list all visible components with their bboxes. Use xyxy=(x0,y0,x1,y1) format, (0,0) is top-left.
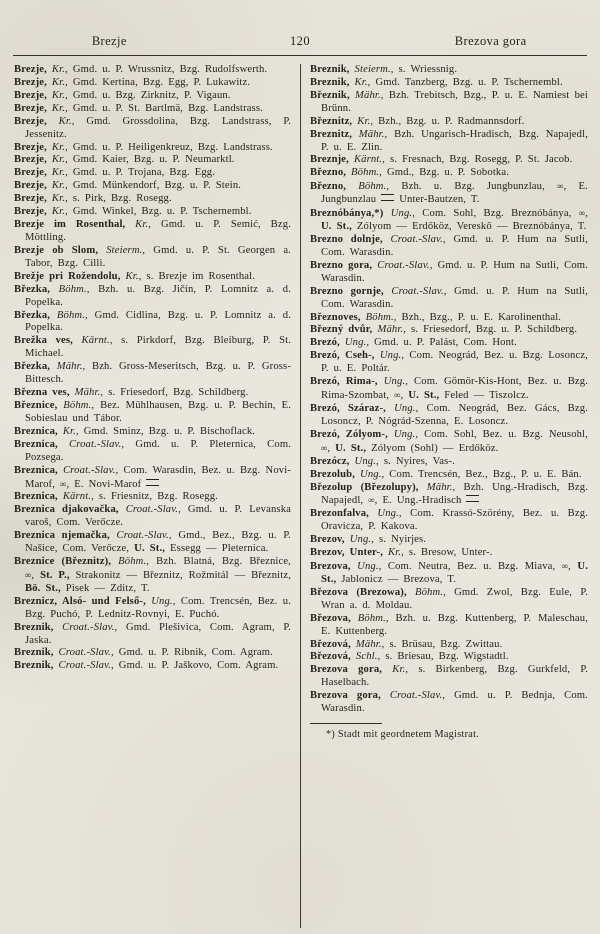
entry-region: Böhm., xyxy=(50,283,90,295)
footnote-rule xyxy=(310,723,382,724)
entry-headword: Breznicz, Alsó- und Felső-, xyxy=(14,595,146,607)
entry-region: Kärnt., xyxy=(72,335,113,347)
entry-region: Kr., xyxy=(46,193,68,205)
entry-region: Croat.-Slav., xyxy=(372,259,433,271)
gazetteer-entry xyxy=(14,64,291,77)
gazetteer-entry xyxy=(310,90,588,116)
entry-region: Mähr., xyxy=(350,638,385,650)
entry-headword: St. P., xyxy=(40,569,70,581)
entry-region: Mähr., xyxy=(372,324,407,336)
entry-headword: U. St., xyxy=(321,221,352,233)
entry-headword: Března ves, xyxy=(14,387,70,399)
entry-headword: Brezje ob Slom, xyxy=(14,244,99,256)
entry-text: Gmd. u. P. Hum na Sutli, Com. Warasdin. xyxy=(321,285,588,310)
entry-text: Gmd. Grossdolina, Bzg. Landstrass, P. Jessenitz. xyxy=(25,115,291,140)
entry-text: Gmd. u. P. Bednja, Com. Warasdin. xyxy=(321,690,588,715)
entry-region: Kr., xyxy=(46,76,68,88)
gazetteer-entry xyxy=(310,613,588,639)
gazetteer-entry xyxy=(14,310,291,336)
entry-text: Gmd. u. P. Ribnik, Com. Agram. xyxy=(113,647,273,659)
entry-headword: Březný dvůr, xyxy=(310,324,373,336)
entry-text: Gmd. u. P. Levanska varoš, Com. Verőcze. xyxy=(25,504,291,529)
entry-text: Com. Neográd, Bez. u. Bzg. Losoncz, P. u. E. Poltár. xyxy=(321,350,588,375)
entry-text: , xyxy=(31,569,41,581)
entry-text: Gmd. u. P. Hum na Sutli, Com. Warasdin. xyxy=(321,233,588,258)
entry-text: , E. Novi-Marof xyxy=(66,478,147,490)
entry-region: Kr., xyxy=(383,547,404,559)
entry-text: s. Wriessnig. xyxy=(393,64,458,75)
entry-text: Strakonitz — Březnitz, Rožmitál — Březnitz, xyxy=(69,569,292,581)
entry-region: Kr., xyxy=(46,141,68,153)
entry-region: Kärnt., xyxy=(348,154,386,166)
entry-headword: Brezno dolnje, xyxy=(310,233,383,245)
entry-region: Ung., xyxy=(349,455,379,467)
entry-region: Kr., xyxy=(349,76,371,88)
entry-headword: Březka, xyxy=(14,309,51,321)
entry-region: Steierm., xyxy=(98,244,146,256)
entry-headword: Breznitz, xyxy=(310,128,353,140)
gazetteer-entry xyxy=(14,361,291,387)
gazetteer-entry xyxy=(14,504,291,530)
entry-region: Schl., xyxy=(350,651,381,663)
entry-headword: Breznik, xyxy=(14,660,54,672)
entry-headword: Brezno gornje, xyxy=(310,285,384,297)
entry-text: Gmd. Münkendorf, Bzg. u. P. Stein. xyxy=(67,180,242,192)
entry-text: , xyxy=(400,390,409,402)
entry-text: Com. Neutra, Bez. u. Bzg. Miava, xyxy=(381,561,562,573)
entry-region: Mähr., xyxy=(69,387,104,399)
entry-headword: Březova, xyxy=(310,612,351,624)
entry-headword: Březová, xyxy=(310,651,351,663)
entry-region: Kärnt., xyxy=(57,491,94,503)
entry-text: s. Friesnitz, Bzg. Rosegg. xyxy=(93,491,218,503)
entry-headword: Březolup (Březolupy), xyxy=(310,481,419,493)
gazetteer-entry xyxy=(310,234,588,260)
entry-text: Gmd. u. P. St. Georgen a. Tabor, Bzg. Cilli. xyxy=(25,244,291,269)
gazetteer-entry xyxy=(14,387,291,400)
entry-region: Croat.-Slav., xyxy=(53,621,118,633)
entry-headword: Breznik, xyxy=(14,621,54,633)
gazetteer-entry xyxy=(310,429,588,456)
entry-text: Essegg — Pleternica. xyxy=(165,543,269,555)
entry-region: Böhm., xyxy=(346,167,382,179)
entry-text: Bzh. Ung.-Hradisch, Bzg. Napajedl, xyxy=(321,481,588,507)
entry-text: Gmd., Bez., Bzg. u. P. Našice, Com. Verőcze, xyxy=(25,530,291,555)
entry-text: Bzh., Bzg. u. P. Radmannsdorf. xyxy=(373,115,525,127)
entry-text: Com. Krassó-Szörény, Bez. u. Bzg. Oravicza, P. Kakova. xyxy=(321,508,588,533)
entry-region: Kr., xyxy=(46,167,68,179)
entry-headword: Brezov, Unter-, xyxy=(310,547,383,559)
gazetteer-entry xyxy=(310,651,588,664)
entry-text: Gmd. u. P. Palást, Com. Hont. xyxy=(369,337,517,349)
entry-headword: Brezje, xyxy=(14,206,47,218)
gazetteer-entry xyxy=(310,508,588,534)
entry-text: Bzh. Blatná, Bzg. Březnice, xyxy=(149,556,291,568)
entry-headword: Breznica, xyxy=(14,438,58,450)
gazetteer-entry xyxy=(14,271,291,284)
gazetteer-entry xyxy=(310,547,588,560)
gazetteer-entry xyxy=(14,167,291,180)
entry-text: Bzh. Gross-Meseritsch, Bzg. u. P. Gross-Bittesch. xyxy=(25,361,292,386)
entry-region: Ung., xyxy=(344,534,374,546)
gazetteer-entry xyxy=(14,90,291,103)
footnote: *) Stadt mit geordnetem Magistrat. xyxy=(326,729,480,741)
entry-region: Croat.-Slav., xyxy=(109,530,172,542)
posthorn-icon: ∞ xyxy=(25,569,32,580)
gazetteer-entry xyxy=(14,556,291,596)
entry-text: Gmd. Plešivica, Com. Agram, P. Jaska. xyxy=(25,621,291,646)
entry-text: Gmd., Bzg. u. P. Sobotka. xyxy=(381,167,510,179)
entry-headword: Březno, xyxy=(310,181,347,193)
posthorn-icon: ∞ xyxy=(557,181,564,192)
entry-region: Böhm., xyxy=(346,181,390,193)
entry-headword: U. St., xyxy=(321,561,588,585)
entry-text: s. Birkenberg, Bzg. Gurkfeld, P. Haselbach. xyxy=(321,664,588,689)
entry-region: Croat.-Slav., xyxy=(57,464,119,476)
gazetteer-entry xyxy=(14,103,291,116)
entry-region: Böhm., xyxy=(111,556,150,568)
entry-headword: U. St., xyxy=(134,543,166,555)
entry-region: Ung., xyxy=(387,428,419,440)
entry-region: Mähr., xyxy=(50,361,86,373)
gazetteer-entry xyxy=(310,482,588,509)
entry-text: s. Nyirjes. xyxy=(374,534,427,546)
entry-text: , xyxy=(327,442,336,454)
railway-double-line-icon xyxy=(146,479,159,486)
entry-text: , xyxy=(585,208,588,220)
entry-region: Mähr., xyxy=(418,481,456,493)
entry-text: s. Fresnach, Bzg. Rosegg, P. St. Jacob. xyxy=(385,154,573,166)
entry-region: Kr., xyxy=(352,115,374,127)
entry-headword: Brezó, Száraz-, xyxy=(310,402,386,414)
entry-text: s. Pirkdorf, Bzg. Bleiburg, P. St. Michael. xyxy=(25,335,292,360)
entry-region: Kr., xyxy=(46,154,68,166)
gazetteer-entry xyxy=(14,622,291,648)
gazetteer-entry xyxy=(14,426,291,439)
entry-region: Kr., xyxy=(125,219,152,231)
gazetteer-entry xyxy=(310,260,588,286)
gazetteer-entry xyxy=(14,465,291,492)
entry-headword: Brezov, xyxy=(310,534,345,546)
entry-region: Ung., xyxy=(383,208,415,220)
entry-text: Gmd. Kaier, Bzg. u. P. Neumarktl. xyxy=(67,154,235,166)
gazetteer-entry xyxy=(310,180,588,207)
entry-text: Gmd. Tanzberg, Bzg. u. P. Tschernembl. xyxy=(370,76,563,88)
entry-headword: Brezje, xyxy=(14,64,47,75)
entry-text: Bzh. u. Bzg. Jungbunzlau, xyxy=(389,181,558,193)
entry-text: Pisek — Zditz, T. xyxy=(60,582,150,594)
entry-text: Bzh., Bzg., P. u. E. Karolinenthal. xyxy=(396,311,562,323)
posthorn-icon: ∞ xyxy=(60,478,67,489)
entry-headword: Breznik, xyxy=(310,64,350,75)
text-block xyxy=(14,64,588,928)
gazetteer-entry xyxy=(14,335,291,361)
gazetteer-entry xyxy=(14,491,291,504)
entry-text: s. Pirk, Bzg. Rosegg. xyxy=(67,193,172,205)
entry-headword: Březnoves, xyxy=(310,311,361,323)
entry-text: Com. Neográd, Bez. Gács, Bzg. Losoncz, P. Nógrád-Szenna, E. Losoncz. xyxy=(321,402,588,427)
entry-headword: Breznica, xyxy=(14,464,58,476)
gazetteer-entry xyxy=(14,245,291,271)
gazetteer-entry xyxy=(14,154,291,167)
entry-region: Böhm., xyxy=(350,612,389,624)
entry-text: Feled — Tiszolcz. xyxy=(439,390,529,402)
entry-headword: Brezó, Cseh-, xyxy=(310,350,375,362)
entry-region: Croat.-Slav., xyxy=(380,690,446,702)
entry-region: Ung., xyxy=(145,595,176,607)
entry-headword: Brezócz, xyxy=(310,455,350,467)
entry-headword: Breznice (Březnitz), xyxy=(14,556,112,568)
entry-region: Steierm., xyxy=(349,64,394,75)
gazetteer-entry xyxy=(310,167,588,180)
gazetteer-entry xyxy=(310,456,588,469)
gazetteer-entry xyxy=(14,180,291,193)
entry-headword: Brezje, xyxy=(14,89,47,101)
entry-region: Ung., xyxy=(355,468,385,480)
gazetteer-entry xyxy=(310,534,588,547)
gazetteer-entry xyxy=(14,660,291,673)
entry-text: Com. Sohl, Bzg. Breznóbánya, xyxy=(415,208,579,220)
entry-headword: Brezje, xyxy=(14,193,47,205)
entry-headword: Brezje, xyxy=(14,167,47,179)
entry-text: s. Friesedorf, Bzg. Schildberg. xyxy=(103,387,249,399)
entry-text: Gmd. Cidlina, Bzg. u. P. Lomnitz a. d. Popelka. xyxy=(25,309,291,334)
entry-headword: Bö. St., xyxy=(25,582,61,594)
entry-region: Kr., xyxy=(46,64,68,75)
entry-headword: Brezova gora, xyxy=(310,664,383,676)
entry-headword: Brezje, xyxy=(14,141,47,153)
gazetteer-entry xyxy=(14,596,291,622)
entry-text: Gmd. u. P. St. Bartlmä, Bzg. Landstrass. xyxy=(67,102,264,114)
gazetteer-entry xyxy=(310,376,588,403)
entry-text: , xyxy=(568,561,578,573)
gazetteer-entry xyxy=(310,64,588,77)
entry-region: Ung., xyxy=(374,350,405,362)
gazetteer-entry xyxy=(310,207,588,234)
entry-region: Mähr., xyxy=(349,89,384,101)
entry-text: Zólyom (Sohl) — Erdőköz. xyxy=(366,442,499,454)
posthorn-icon: ∞ xyxy=(561,561,569,572)
entry-text: Gmd. u. P. Hum na Sutli, Com. Warasdin. xyxy=(321,259,588,284)
gazetteer-entry xyxy=(310,312,588,325)
entry-text: Jablonicz — Brezova, T. xyxy=(336,573,457,585)
entry-headword: Brezje, xyxy=(14,102,47,114)
entry-region: Kr., xyxy=(46,180,68,192)
entry-headword: Breznóbánya,*) xyxy=(310,208,384,220)
entry-region: Kr., xyxy=(120,270,142,282)
entry-region: Ung., xyxy=(385,402,419,414)
entry-headword: Brezova gora, xyxy=(310,690,381,702)
entry-text: Gmd. Kertina, Bzg. Egg, P. Lukawitz. xyxy=(67,76,251,88)
gazetteer-entry xyxy=(310,560,588,587)
gazetteer-entry xyxy=(310,403,588,429)
gazetteer-entry xyxy=(310,154,588,167)
entry-text: , E. Jungbunzlau xyxy=(321,181,588,206)
entry-headword: Brezova, xyxy=(310,561,351,573)
entry-text: Bez. Mühlhausen, Bzg. u. P. Bechin, E. Sobieslau und Tábor. xyxy=(25,399,291,424)
entry-text: Com. Trencsén, Bez. u. Bzg. Puchó, P. Lednitz-Rovnyi, E. Puchó. xyxy=(25,595,292,620)
entry-headword: Březnitz, xyxy=(310,115,353,127)
entry-region: Mähr., xyxy=(352,128,388,140)
entry-text: s. Brezje im Rosenthal. xyxy=(141,270,256,282)
gazetteer-entry xyxy=(310,337,588,350)
entry-headword: Brezje, xyxy=(14,115,47,127)
entry-region: Böhm., xyxy=(360,311,397,323)
header-left-keyword: Brezje xyxy=(91,34,127,48)
entry-text: Gmd. u. P. Wrussnitz, Bzg. Rudolfswerth. xyxy=(67,64,268,75)
gazetteer-entry xyxy=(310,286,588,312)
entry-text: Unter-Bautzen, T. xyxy=(394,194,480,206)
railway-double-line-icon xyxy=(466,495,479,502)
railway-double-line-icon xyxy=(381,194,394,201)
entry-headword: Brezje, xyxy=(14,76,47,88)
entry-region: Böhm., xyxy=(406,586,446,598)
entry-region: Kr., xyxy=(57,425,79,437)
entry-text: s. Bresow, Unter-. xyxy=(403,547,493,559)
gazetteer-entry xyxy=(310,690,588,716)
header-right-keyword: Brezova gora xyxy=(454,34,527,48)
entry-text: Gmd. Sminz, Bzg. u. P. Bischoflack. xyxy=(78,425,256,437)
gazetteer-entry xyxy=(310,350,588,376)
entry-text: Gmd. u. P. Heiligenkreuz, Bzg. Landstrass. xyxy=(67,141,273,153)
entry-headword: Březnice, xyxy=(14,399,58,411)
posthorn-icon: ∞ xyxy=(321,442,328,453)
entry-headword: Březno, xyxy=(310,167,347,179)
entry-headword: Brezje, xyxy=(14,180,47,192)
entry-region: Croat.-Slav., xyxy=(118,504,181,516)
gazetteer-entry xyxy=(310,129,588,155)
entry-text: Bzh. u. Bzg. Jičín, P. Lomnitz a. d. Popelka. xyxy=(25,283,291,308)
entry-headword: Brezje, xyxy=(14,154,47,166)
entry-headword: Brežka ves, xyxy=(14,335,73,347)
gazetteer-entry xyxy=(310,116,588,129)
entry-region: Croat.-Slav., xyxy=(53,660,114,672)
gazetteer-entry xyxy=(14,77,291,90)
entry-region: Kr., xyxy=(46,115,75,127)
entry-headword: Breznica, xyxy=(14,491,58,503)
gazetteer-entry xyxy=(310,639,588,652)
running-header xyxy=(14,34,586,49)
column-right xyxy=(301,64,588,928)
entry-headword: Březnik, xyxy=(310,89,350,101)
entry-text: Com. Gömör-Kis-Hont, Bez. u. Bzg. Rima-Szombat, xyxy=(321,376,589,402)
entry-headword: Breznje, xyxy=(310,154,349,166)
posthorn-icon: ∞ xyxy=(578,208,586,219)
entry-region: Ung., xyxy=(350,561,382,573)
entry-headword: Breznik, xyxy=(14,647,54,659)
gazetteer-entry xyxy=(14,647,291,660)
entry-text: s. Brüsau, Bzg. Zwittau. xyxy=(384,638,503,650)
column-left xyxy=(14,64,301,928)
entry-text: Bzh. Ungarisch-Hradisch, Bzg. Napajedl, P. u. E. Zlin. xyxy=(321,128,588,153)
gazetteer-entry xyxy=(310,469,588,482)
entry-text: s. Nyires, Vas-. xyxy=(378,455,455,467)
entry-text: Com. Warasdin, Bez. u. Bzg. Novi-Marof, xyxy=(25,464,291,490)
entry-headword: Brezó, Rima-, xyxy=(310,376,378,388)
gazetteer-entry xyxy=(310,664,588,690)
entry-headword: U. St., xyxy=(408,390,440,402)
entry-region: Böhm., xyxy=(57,399,95,411)
header-rule xyxy=(13,55,587,56)
entry-text: Gmd. Winkel, Bzg. u. P. Tschernembl. xyxy=(67,206,252,218)
entry-headword: Breznica djakovačka, xyxy=(14,504,119,516)
entry-region: Croat.-Slav., xyxy=(57,438,125,450)
gazetteer-entry xyxy=(14,284,291,310)
gazetteer-entry xyxy=(14,116,291,142)
entry-text: Zólyom — Erdőköz, Vereskő — Breznóbánya, T. xyxy=(351,221,587,233)
entry-region: Croat.-Slav., xyxy=(383,285,447,297)
entry-region: Ung., xyxy=(368,508,402,520)
entry-text: Bzh. Trebitsch, Bzg., P. u. E. Namiest bei Brünn. xyxy=(321,89,588,114)
gazetteer-entry xyxy=(14,219,291,245)
entry-text: Gmd. u. P. Trojana, Bzg. Egg. xyxy=(67,167,216,179)
entry-headword: Březová, xyxy=(310,638,351,650)
entry-text: Com. Sohl, Bez. u. Bzg. Neusohl, xyxy=(418,428,588,440)
entry-region: Kr., xyxy=(46,102,68,114)
entry-text: Bzh. u. Bzg. Kuttenberg, P. Maleschau, E. Kuttenberg. xyxy=(321,612,588,637)
page-number: 120 xyxy=(290,34,310,48)
gazetteer-entry xyxy=(14,142,291,155)
gazetteer-entry xyxy=(14,439,291,465)
entry-headword: Březka, xyxy=(14,361,51,373)
entry-text: Com. Trencsén, Bez., Bzg., P. u. E. Bán. xyxy=(384,468,582,480)
entry-headword: Breznica, xyxy=(14,425,58,437)
gazetteer-entry xyxy=(14,530,291,556)
entry-text: , E. Ung.-Hradisch xyxy=(374,495,467,507)
entry-text: s. Briesau, Bzg. Wigstadtl. xyxy=(380,651,509,663)
entry-headword: Brezó, xyxy=(310,337,340,349)
entry-headword: Brezolub, xyxy=(310,468,356,480)
entry-text: Gmd. Zwol, Bzg. Eule, P. Wran a. d. Moldau. xyxy=(321,586,588,611)
entry-region: Croat.-Slav., xyxy=(53,647,114,659)
entry-headword: Brezje im Rosenthal, xyxy=(14,219,126,231)
entry-headword: Brezó, Zólyom-, xyxy=(310,428,388,440)
gazetteer-entry xyxy=(310,587,588,613)
entry-headword: Breznica njemačka, xyxy=(14,530,110,542)
entry-region: Ung., xyxy=(377,376,409,388)
entry-headword: Březka, xyxy=(14,283,51,295)
entry-text: Gmd. u. Bzg. Zirknitz, P. Vigaun. xyxy=(67,89,231,101)
gazetteer-entry xyxy=(14,193,291,206)
gazetteer-entry xyxy=(310,77,588,90)
entry-headword: Brezonfalva, xyxy=(310,508,369,520)
entry-headword: Březova (Brezowa), xyxy=(310,586,407,598)
entry-headword: Brezno gora, xyxy=(310,259,373,271)
entry-headword: Breznik, xyxy=(310,76,350,88)
entry-region: Kr., xyxy=(46,206,68,218)
entry-region: Ung., xyxy=(339,337,370,349)
entry-text: s. Friesedorf, Bzg. u. P. Schildberg. xyxy=(406,324,578,336)
entry-region: Kr., xyxy=(46,89,68,101)
gazetteer-entry xyxy=(14,206,291,219)
entry-headword: U. St., xyxy=(335,442,367,454)
gazetteer-entry xyxy=(310,324,588,337)
entry-region: Kr., xyxy=(382,664,409,676)
entry-headword: Brežje pri Rožendolu, xyxy=(14,270,121,282)
entry-region: Croat.-Slav., xyxy=(382,233,446,245)
entry-text: Gmd. u. P. Semić, Bzg. Möttling. xyxy=(25,219,291,243)
posthorn-icon: ∞ xyxy=(368,495,375,506)
posthorn-icon: ∞ xyxy=(394,390,401,401)
entry-region: Böhm., xyxy=(50,309,88,321)
entry-text: Gmd. u. P. Jaškovo, Com. Agram. xyxy=(113,660,279,672)
gazetteer-entry xyxy=(14,400,291,426)
entry-text: Gmd. u. P. Pleternica, Com. Pozsega. xyxy=(25,438,292,463)
